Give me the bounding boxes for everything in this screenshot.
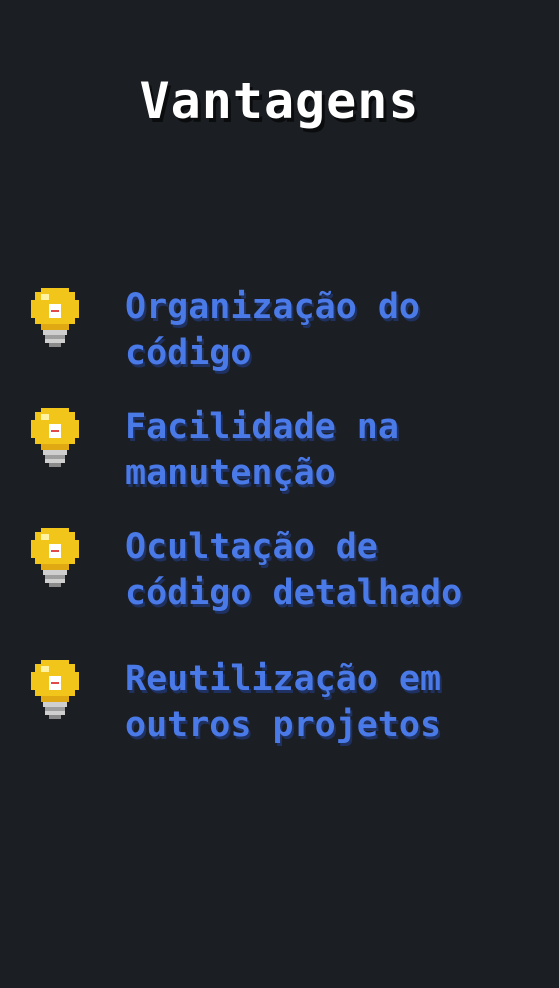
page-title: Vantagens	[139, 72, 420, 130]
item-text-line: Reutilização em	[125, 659, 442, 699]
item-text-line: código	[125, 333, 252, 373]
lightbulb-icon	[31, 528, 79, 590]
lightbulb-icon	[31, 408, 79, 470]
item-text-line: outros projetos	[125, 705, 442, 745]
lightbulb-icon	[31, 660, 79, 722]
item-text-line: Ocultação de	[125, 527, 378, 567]
item-text-line: código detalhado	[125, 573, 463, 613]
item-text-line: Facilidade na	[125, 407, 399, 447]
lightbulb-icon	[31, 288, 79, 350]
item-text-line: Organização do	[125, 287, 421, 327]
item-text-line: manutenção	[125, 453, 336, 493]
